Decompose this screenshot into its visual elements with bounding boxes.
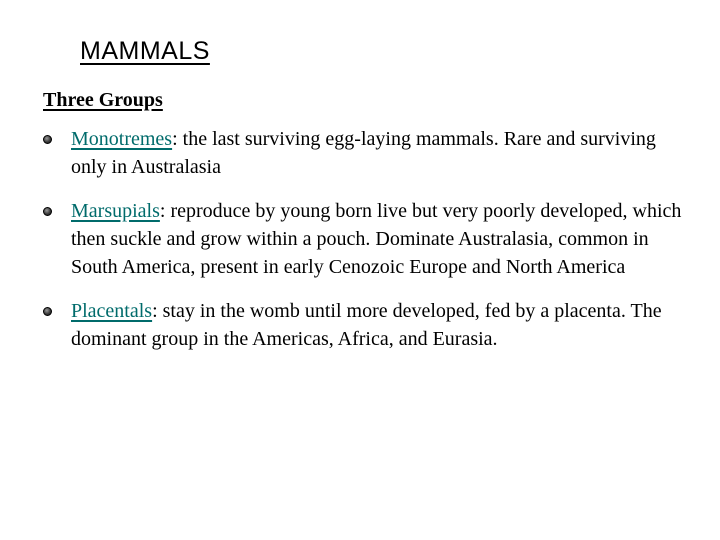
groups-list <box>43 125 683 369</box>
page-title: MAMMALS <box>80 37 210 65</box>
list-item-monotremes <box>43 125 683 181</box>
list-item-placentals <box>43 297 683 353</box>
group-description: : the last surviving egg-laying mammals. Rare and surviving only in Australasia <box>71 128 656 178</box>
term-link-placentals[interactable]: Placentals <box>71 300 153 322</box>
list-item-marsupials <box>43 197 683 281</box>
section-heading: Three Groups <box>43 89 163 111</box>
group-description: : reproduce by young born live but very poorly developed, which then suckle and grow within a pouch. Dominate Australasia, common in South America, present in early Cenozoic Europe and North America <box>71 200 682 278</box>
term-link-monotremes[interactable]: Monotremes <box>71 128 173 150</box>
group-description: : stay in the womb until more developed, fed by a placenta. The dominant group in the Americas, Africa, and Eurasia. <box>71 300 662 350</box>
bullet-icon <box>43 207 52 216</box>
bullet-icon <box>43 135 52 144</box>
term-link-marsupials[interactable]: Marsupials <box>71 200 160 222</box>
bullet-icon <box>43 307 52 316</box>
